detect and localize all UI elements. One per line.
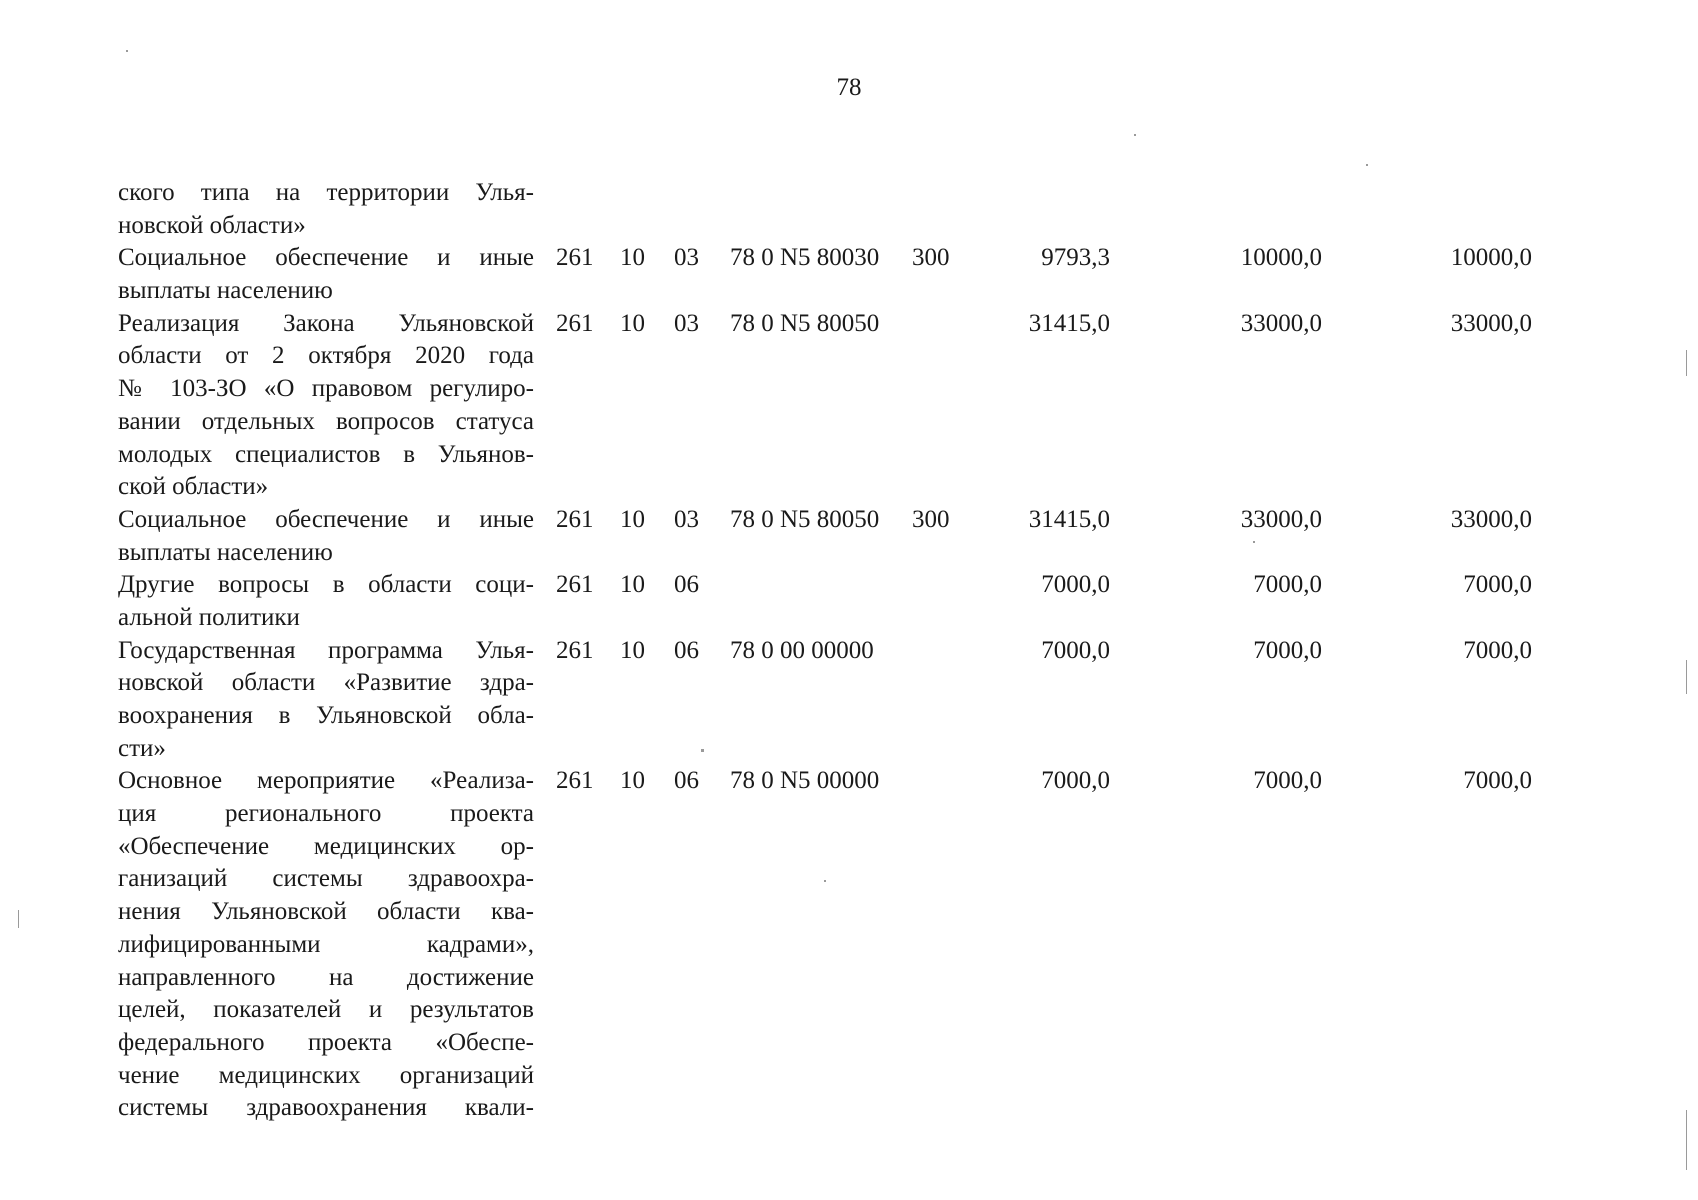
- description-line: федерального проекта «Обеспе-: [118, 1028, 534, 1056]
- description-line: Другие вопросы в области соци-: [118, 571, 534, 599]
- amount-year-2: 7000,0: [1253, 636, 1322, 664]
- table-row: [0, 308, 1698, 504]
- amount-year-3: 7000,0: [1463, 571, 1532, 599]
- page-number: 78: [836, 74, 862, 101]
- subsection-code: 06: [674, 636, 699, 664]
- description-line: ганизаций системы здравоохра-: [118, 865, 534, 893]
- target-item-code: 78 0 N5 80050: [730, 505, 880, 533]
- description-line: направленного на достижение: [118, 963, 534, 991]
- amount-year-2: 7000,0: [1253, 571, 1322, 599]
- section-code: 10: [620, 244, 645, 272]
- subsection-code: 06: [674, 767, 699, 795]
- scan-speck: [1366, 164, 1368, 166]
- row-description: [118, 569, 534, 634]
- description-line: Реализация Закона Ульяновской: [118, 309, 534, 337]
- subsection-code: 06: [674, 571, 699, 599]
- ministry-code: 261: [556, 244, 594, 272]
- description-line: вании отдельных вопросов статуса: [118, 407, 534, 435]
- description-line: Социальное обеспечение и иные: [118, 505, 534, 533]
- table-row: [0, 569, 1698, 634]
- amount-year-1: 31415,0: [1028, 309, 1110, 337]
- description-line: системы здравоохранения квали-: [118, 1094, 534, 1122]
- scan-speck: [126, 50, 128, 52]
- amount-year-1: 7000,0: [1041, 571, 1110, 599]
- amount-year-3: 10000,0: [1450, 244, 1532, 272]
- section-code: 10: [620, 571, 645, 599]
- row-description: [118, 177, 534, 242]
- description-line: альной политики: [118, 603, 300, 631]
- description-line: Социальное обеспечение и иные: [118, 244, 534, 272]
- row-description: [118, 504, 534, 569]
- description-line: Государственная программа Улья-: [118, 636, 534, 664]
- table-row: [0, 765, 1698, 1125]
- margin-mark: [18, 910, 19, 928]
- description-line: новской области «Развитие здра-: [118, 669, 534, 697]
- budget-table: [0, 177, 1698, 1125]
- amount-year-3: 7000,0: [1463, 636, 1532, 664]
- row-description: [118, 635, 534, 766]
- description-line: лифицированными кадрами»,: [118, 930, 534, 958]
- row-description: [118, 242, 534, 307]
- scan-speck: [1253, 541, 1255, 543]
- amount-year-2: 10000,0: [1240, 244, 1322, 272]
- scan-speck: [1134, 134, 1136, 136]
- amount-year-3: 7000,0: [1463, 767, 1532, 795]
- amount-year-1: 7000,0: [1041, 636, 1110, 664]
- description-line: ского типа на территории Улья-: [118, 179, 534, 206]
- section-code: 10: [620, 767, 645, 795]
- table-row: [0, 242, 1698, 307]
- target-item-code: 78 0 N5 80030: [730, 244, 880, 272]
- amount-year-1: 31415,0: [1028, 505, 1110, 533]
- description-line: выплаты населению: [118, 277, 333, 305]
- amount-year-3: 33000,0: [1450, 505, 1532, 533]
- description-line: области от 2 октября 2020 года: [118, 342, 534, 370]
- scan-speck: [701, 749, 704, 752]
- ministry-code: 261: [556, 767, 594, 795]
- ministry-code: 261: [556, 505, 594, 533]
- description-line: воохранения в Ульяновской обла-: [118, 702, 534, 729]
- ministry-code: 261: [556, 309, 594, 337]
- description-line: № 103-ЗО «О правовом регулиро-: [118, 375, 534, 403]
- table-row: [0, 635, 1698, 766]
- subsection-code: 03: [674, 244, 699, 272]
- expense-type-code: 300: [912, 244, 950, 272]
- table-row: [0, 504, 1698, 569]
- description-line: новской области»: [118, 211, 306, 239]
- description-line: целей, показателей и результатов: [118, 996, 534, 1024]
- description-line: нения Ульяновской области ква-: [118, 898, 534, 926]
- row-description: [118, 308, 534, 504]
- table-row: [0, 177, 1698, 242]
- amount-year-2: 33000,0: [1240, 309, 1322, 337]
- subsection-code: 03: [674, 309, 699, 337]
- section-code: 10: [620, 505, 645, 533]
- subsection-code: 03: [674, 505, 699, 533]
- margin-mark: [1686, 350, 1687, 376]
- description-line: чение медицинских организаций: [118, 1061, 534, 1089]
- description-line: ской области»: [118, 473, 269, 501]
- scan-speck: [824, 880, 826, 882]
- amount-year-2: 33000,0: [1240, 505, 1322, 533]
- description-line: «Обеспечение медицинских ор-: [118, 832, 534, 860]
- amount-year-2: 7000,0: [1253, 767, 1322, 795]
- target-item-code: 78 0 N5 00000: [730, 767, 880, 795]
- section-code: 10: [620, 636, 645, 664]
- amount-year-1: 7000,0: [1041, 767, 1110, 795]
- description-line: ция регионального проекта: [118, 800, 534, 828]
- target-item-code: 78 0 N5 80050: [730, 309, 880, 337]
- section-code: 10: [620, 309, 645, 337]
- margin-mark: [1686, 1110, 1687, 1170]
- row-description: [118, 765, 534, 1125]
- description-line: выплаты населению: [118, 538, 333, 566]
- description-line: Основное мероприятие «Реализа-: [118, 767, 534, 795]
- description-line: сти»: [118, 734, 166, 762]
- ministry-code: 261: [556, 571, 594, 599]
- expense-type-code: 300: [912, 505, 950, 533]
- amount-year-1: 9793,3: [1041, 244, 1110, 272]
- ministry-code: 261: [556, 636, 594, 664]
- amount-year-3: 33000,0: [1450, 309, 1532, 337]
- target-item-code: 78 0 00 00000: [730, 636, 874, 664]
- description-line: молодых специалистов в Ульянов-: [118, 440, 534, 468]
- margin-mark: [1686, 660, 1687, 694]
